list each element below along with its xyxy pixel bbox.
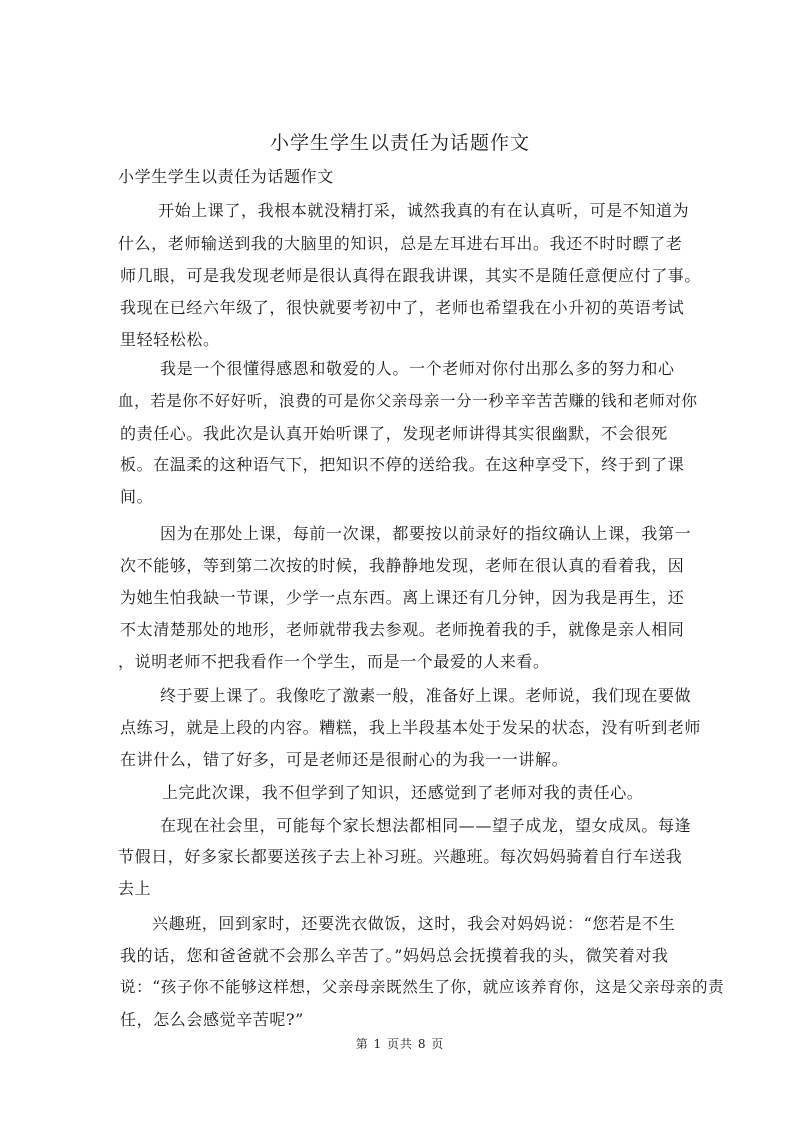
body-line: 血，若是你不好好听，浪费的可是你父亲母亲一分一秒辛辛苦苦赚的钱和老师对你 — [118, 392, 698, 410]
body-line: 节假日，好多家长都要送孩子去上补习班。兴趣班。每次妈妈骑着自行车送我 — [118, 847, 683, 866]
body-line: 我的话，您和爸爸就不会那么辛苦了。”妈妈总会抚摸着我的头，微笑着对我 — [120, 946, 669, 965]
body-line: 我现在已经六年级了，很快就要考初中了，老师也希望我在小升初的英语考试 — [120, 298, 685, 317]
page-footer: 第 1 页共 8 页 — [355, 1037, 445, 1051]
body-line: 什么，老师输送到我的大脑里的知识，总是左耳进右耳出。我还不时时瞟了老 — [118, 234, 683, 253]
body-line: 因为在那处上课，每前一次课，都要按以前录好的指纹确认上课，我第一 — [160, 524, 692, 543]
body-line: 师几眼，可是我发现老师是很认真得在跟我讲课，其实不是随任意便应付了事。 — [120, 266, 702, 285]
body-line: 在现在社会里，可能每个家长想法都相同——望子成龙，望女成凤。每逢 — [160, 816, 692, 835]
body-line: 开始上课了，我根本就没精打采，诚然我真的有在认真听，可是不知道为 — [158, 201, 690, 220]
body-line: 去上 — [118, 879, 152, 898]
body-line: 在讲什么，错了好多，可是老师还是很耐心的为我一一讲解。 — [120, 750, 569, 769]
body-line: 里轻轻松松。 — [120, 330, 220, 349]
body-line: 次不能够，等到第二次按的时候，我静静地发现，老师在很认真的看着我，因 — [120, 556, 685, 575]
body-line: ，说明老师不把我看作一个学生，而是一个最爱的人来看。 — [118, 652, 550, 671]
body-line: 说：“孩子你不能够这样想，父亲母亲既然生了你，就应该养育你，这是父亲母亲的责 — [120, 978, 725, 996]
document-subtitle: 小学生学生以责任为话题作文 — [118, 167, 334, 186]
body-line: 终于要上课了。我像吃了激素一般，准备好上课。老师说，我们现在要做 — [160, 686, 692, 705]
body-line: 上完此次课，我不但学到了知识，还感觉到了老师对我的责任心。 — [162, 783, 644, 802]
body-line: 我是一个很懂得感恩和敬爱的人。一个老师对你付出那么多的努力和心 — [160, 359, 675, 378]
body-line: 板。在温柔的这种语气下，把知识不停的送给我。在这种享受下，终于到了课 — [120, 455, 685, 474]
body-line: 间。 — [120, 487, 154, 506]
body-line: 点练习，就是上段的内容。糟糕，我上半段基本处于发呆的状态，没有听到老师 — [120, 718, 702, 737]
body-line: 兴趣班，回到家时，还要洗衣做饭，这时，我会对妈妈说：“您若是不生 — [152, 914, 676, 933]
document-title: 小学生学生以责任为话题作文 — [269, 132, 530, 154]
body-line: 不太清楚那处的地形，老师就带我去参观。老师挽着我的手，就像是亲人相同 — [120, 620, 685, 639]
body-line: 任，怎么会感觉辛苦呢?” — [120, 1010, 304, 1029]
body-line: 的责任心。我此次是认真开始听课了，发现老师讲得其实很幽默，不会很死 — [120, 424, 668, 443]
body-line: 为她生怕我缺一节课，少学一点东西。离上课还有几分钟，因为我是再生，还 — [120, 588, 685, 607]
